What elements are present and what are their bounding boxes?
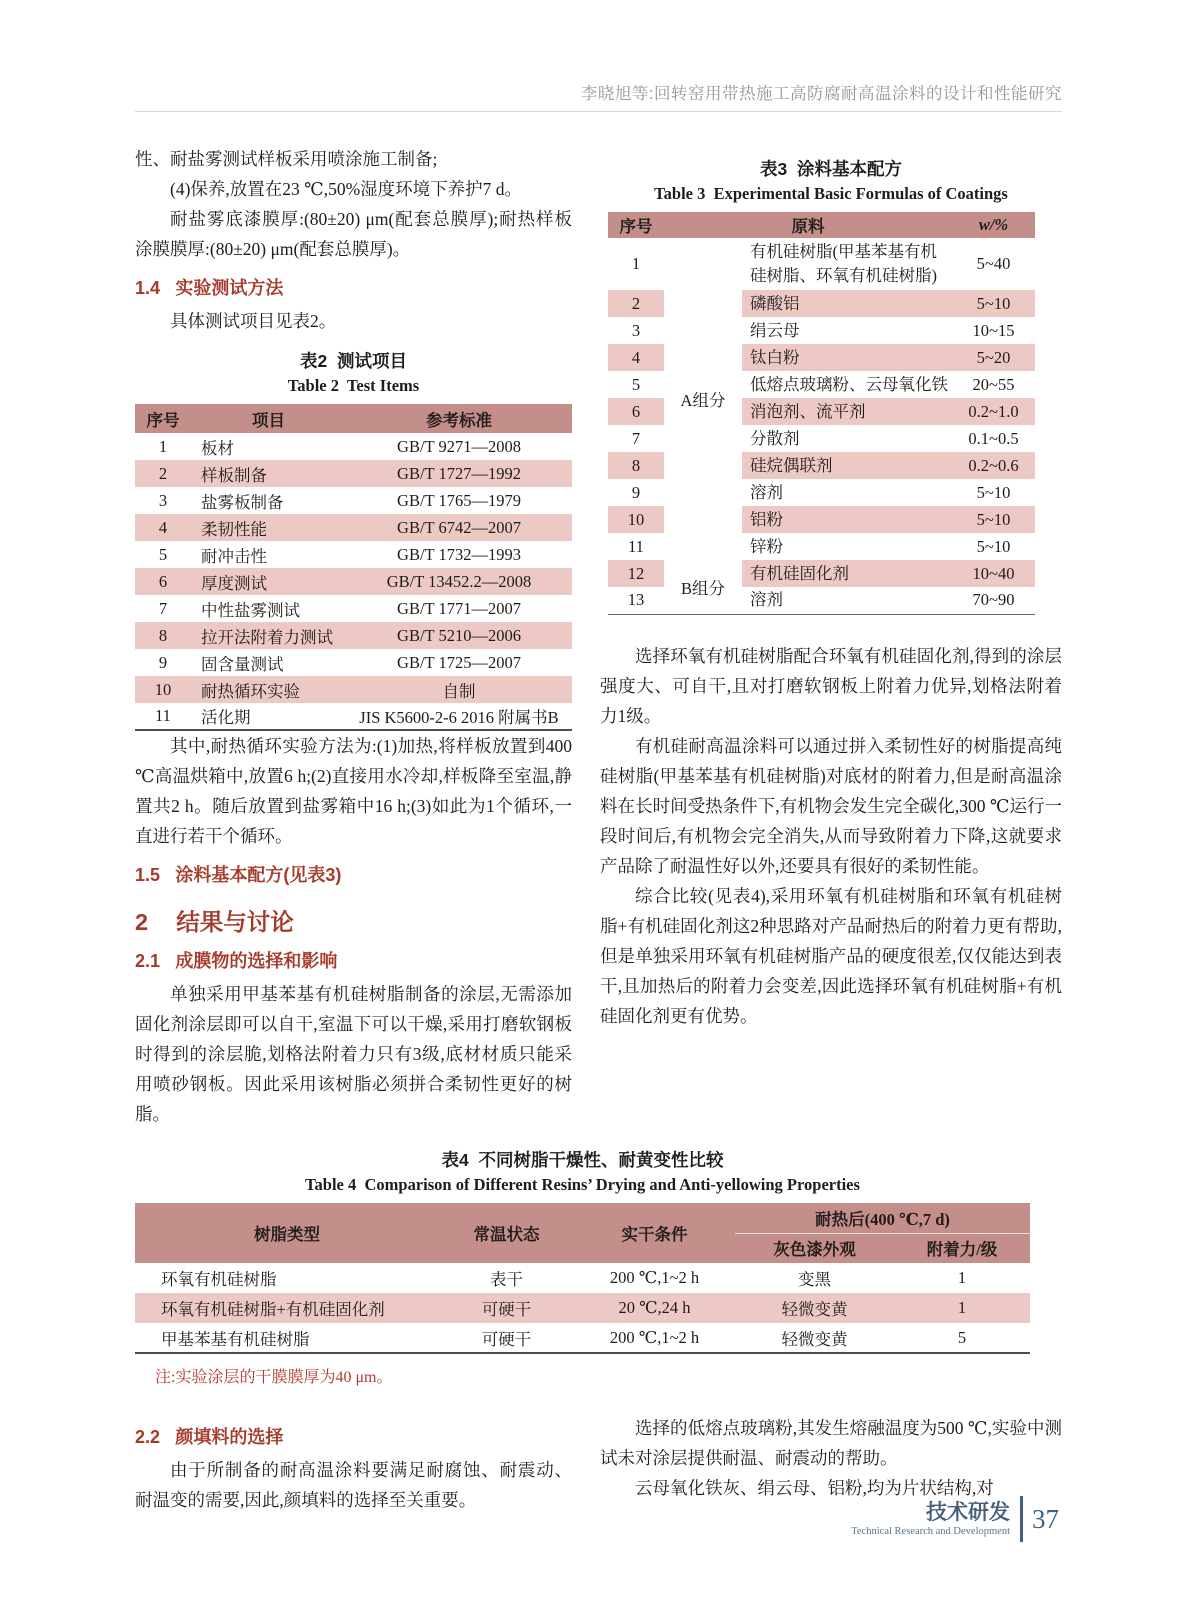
material-cell: 有机硅树脂(甲基苯基有机硅树脂、环氧有机硅树脂) <box>750 242 937 285</box>
table4-note: 注:实验涂层的干膜膜厚为40 μm。 <box>155 1369 393 1386</box>
weight-cell: 5~10 <box>976 536 1011 556</box>
seq-cell: 5 <box>158 544 168 564</box>
item-cell: 拉开法附着力测试 <box>191 622 346 649</box>
seq-cell: 3 <box>631 320 641 340</box>
seq-cell: 11 <box>155 706 171 725</box>
section-heading-2 <box>135 903 572 937</box>
resin-cell: 甲基苯基有机硅树脂 <box>161 1329 310 1349</box>
material-cell: 有机硅固化剂 <box>742 560 952 587</box>
material-cell: 低熔点玻璃粉、云母氧化铁 <box>750 374 948 394</box>
table-row <box>135 676 572 703</box>
component-b-cell: B组分 <box>664 560 742 614</box>
table3-title-en: Table 3 Experimental Basic Formulas of Coatings <box>654 184 1008 203</box>
after-heat-header: 耐热后(400 ℃,7 d) <box>735 1203 1030 1233</box>
standard-header: 参考标准 <box>346 404 572 433</box>
section-number: 1.4 <box>135 278 161 298</box>
weight-cell: 5~10 <box>976 482 1011 502</box>
section-number: 2.1 <box>135 951 161 971</box>
section-title: 颜填料的选择 <box>175 1427 284 1447</box>
material-cell: 绢云母 <box>750 320 800 340</box>
standard-cell: GB/T 1765—1979 <box>397 490 521 510</box>
table-row <box>135 568 572 595</box>
weight-header: w/% <box>952 212 1035 238</box>
material-header: 原料 <box>664 212 952 238</box>
paragraph: 选择的低熔点玻璃粉,其发生熔融温度为500 ℃,实验中测试未对涂层提供耐温、耐震动的帮助。 <box>600 1418 1062 1468</box>
resin-cell: 环氧有机硅树脂+有机硅固化剂 <box>135 1293 439 1323</box>
standard-cell: GB/T 9271—2008 <box>397 436 521 456</box>
footer-divider <box>1020 1496 1023 1542</box>
dry-condition-header: 实干条件 <box>574 1203 735 1263</box>
standard-cell: GB/T 1725—2007 <box>397 652 521 672</box>
dry-cell: 20 ℃,24 h <box>574 1293 735 1323</box>
table-row <box>135 433 572 460</box>
seq-cell: 9 <box>158 652 168 672</box>
paragraph: 综合比较(见表4),采用环氧有机硅树脂和环氧有机硅树脂+有机硅固化剂这2种思路对产品耐热后的附着力更有帮助,但是单独采用环氧有机硅树脂产品的硬度很差,仅仅能达到表干,且加热后的附着力会变差,因此选择环氧有机硅树脂+有机硅固化剂更有优势。 <box>600 885 1062 1026</box>
formula-table <box>608 212 1035 615</box>
standard-cell: GB/T 1771—2007 <box>397 598 521 618</box>
item-cell: 耐冲击性 <box>201 546 267 566</box>
section-number: 1.5 <box>135 865 161 885</box>
material-cell: 锌粉 <box>750 536 783 556</box>
table4-section <box>135 1147 1030 1387</box>
standard-cell: GB/T 1732—1993 <box>397 544 521 564</box>
resin-type-header: 树脂类型 <box>135 1203 439 1263</box>
material-cell: 硅烷偶联剂 <box>742 452 952 479</box>
section-heading-1-5 <box>135 861 572 887</box>
paragraph: 耐盐雾底漆膜厚:(80±20) μm(配套总膜厚);耐热样板涂膜膜厚:(80±20) μm(配套总膜厚)。 <box>135 209 572 259</box>
section-title: 成膜物的选择和影响 <box>175 951 338 971</box>
section-number: 2.2 <box>135 1427 161 1447</box>
adhesion-cell: 1 <box>957 1268 967 1287</box>
seq-cell: 4 <box>135 514 191 541</box>
paragraph: 选择环氧有机硅树脂配合环氧有机硅固化剂,得到的涂层强度大、可自干,且对打磨软钢板上附着力优异,划格法附着力1级。 <box>600 645 1062 726</box>
seq-cell: 9 <box>631 482 641 502</box>
seq-cell: 10 <box>608 506 664 533</box>
item-cell: 样板制备 <box>191 460 346 487</box>
section-title: 涂料基本配方(见表3) <box>175 865 342 885</box>
paragraph: 具体测试项目见表2。 <box>170 311 337 331</box>
material-cell: 溶剂 <box>750 482 783 502</box>
appearance-header: 灰色漆外观 <box>735 1233 894 1263</box>
table2-title-cn: 表2 测试项目 <box>300 351 407 371</box>
table4-title-cn: 表4 不同树脂干燥性、耐黄变性比较 <box>441 1150 724 1170</box>
material-cell: 磷酸铝 <box>742 290 952 317</box>
paragraph: 单独采用甲基苯基有机硅树脂制备的涂层,无需添加固化剂涂层即可以自干,室温下可以干燥,采用打磨软钢板时得到的涂层脆,划格法附着力只有3级,底材材质只能采用喷砂钢板。因此采用该树脂必须拼合柔韧性更好的树脂。 <box>135 984 572 1124</box>
item-cell: 固含量测试 <box>201 654 284 674</box>
paragraph: 有机硅耐高温涂料可以通过拼入柔韧性好的树脂提高纯硅树脂(甲基苯基有机硅树脂)对底材的附着力,但是耐高温涂料在长时间受热条件下,有机物会发生完全碳化,300 ℃运行一段时间后,有机物会完全消失,从而导致附着力下降,这就要求产品除了耐温性好以外,还要具有很好的柔韧性能。 <box>600 735 1062 876</box>
state-cell: 可硬干 <box>481 1329 532 1349</box>
page-footer <box>851 1496 1059 1542</box>
seq-cell: 3 <box>158 490 168 510</box>
item-cell: 盐雾板制备 <box>201 492 284 512</box>
table-row <box>135 541 572 568</box>
table-row <box>135 514 572 541</box>
seq-cell: 4 <box>608 344 664 371</box>
appearance-cell: 变黑 <box>798 1270 831 1289</box>
weight-cell: 5~20 <box>952 344 1035 371</box>
seq-cell: 7 <box>631 428 641 448</box>
table-row <box>135 1293 1030 1323</box>
material-cell: 分散剂 <box>750 428 800 448</box>
seq-cell: 1 <box>158 436 168 456</box>
test-items-table <box>135 404 572 731</box>
left-column-bottom <box>135 1413 572 1515</box>
material-cell: 钛白粉 <box>742 344 952 371</box>
footer-section-en: Technical Research and Development <box>851 1526 1010 1537</box>
item-cell: 厚度测试 <box>191 568 346 595</box>
ambient-state-header: 常温状态 <box>439 1203 574 1263</box>
resin-cell: 环氧有机硅树脂 <box>161 1270 277 1289</box>
section-heading-2-1 <box>135 947 572 973</box>
material-cell: 铝粉 <box>742 506 952 533</box>
dry-cell: 200 ℃,1~2 h <box>609 1327 700 1347</box>
section-heading-1-4 <box>135 274 572 300</box>
standard-cell: JIS K5600-2-6 2016 附属书B <box>359 708 559 727</box>
table4-title-en: Table 4 Comparison of Different Resins’ Drying and Anti-yellowing Properties <box>305 1175 860 1194</box>
appearance-cell: 轻微变黄 <box>735 1293 894 1323</box>
component-a-cell: A组分 <box>664 238 742 560</box>
item-cell: 活化期 <box>201 708 251 727</box>
section-title: 实验测试方法 <box>175 278 284 298</box>
paragraph: 由于所制备的耐高温涂料要满足耐腐蚀、耐震动、耐温变的需要,因此,颜填料的选择至关重要。 <box>135 1460 572 1510</box>
weight-cell: 0.1~0.5 <box>968 428 1019 448</box>
table-row <box>135 487 572 514</box>
item-header: 项目 <box>191 404 346 433</box>
paragraph: 云母氧化铁灰、绢云母、铝粉,均为片状结构,对 <box>635 1478 994 1498</box>
standard-cell: GB/T 13452.2—2008 <box>346 568 572 595</box>
seq-cell: 8 <box>135 622 191 649</box>
table-row <box>135 703 572 730</box>
standard-cell: GB/T 6742—2007 <box>346 514 572 541</box>
paragraph: (4)保养,放置在23 ℃,50%湿度环境下养护7 d。 <box>170 179 523 199</box>
seq-cell: 7 <box>158 598 168 618</box>
weight-cell: 5~10 <box>952 506 1035 533</box>
table-row <box>135 1323 1030 1353</box>
table-row <box>135 649 572 676</box>
material-cell: 消泡剂、流平剂 <box>742 398 952 425</box>
seq-cell: 11 <box>628 536 644 556</box>
adhesion-header: 附着力/级 <box>894 1233 1030 1263</box>
adhesion-cell: 5 <box>957 1327 967 1347</box>
section-heading-2-2 <box>135 1423 572 1449</box>
table-header-row <box>608 212 1035 238</box>
weight-cell: 0.2~1.0 <box>952 398 1035 425</box>
paragraph: 性、耐盐雾测试样板采用喷涂施工制备; <box>135 149 438 169</box>
weight-cell: 5~10 <box>952 290 1035 317</box>
item-cell: 耐热循环实验 <box>191 676 346 703</box>
appearance-cell: 轻微变黄 <box>781 1329 848 1349</box>
section-title: 结果与讨论 <box>176 909 294 935</box>
standard-cell: GB/T 1727—1992 <box>346 460 572 487</box>
table-header-row <box>135 404 572 433</box>
state-cell: 可硬干 <box>439 1293 574 1323</box>
table3-title-cn: 表3 涂料基本配方 <box>760 159 902 179</box>
weight-cell: 20~55 <box>972 374 1015 394</box>
main-columns <box>135 144 1062 1129</box>
seq-header: 序号 <box>135 404 191 433</box>
table-row <box>135 595 572 622</box>
seq-cell: 8 <box>608 452 664 479</box>
table-row <box>135 622 572 649</box>
seq-cell: 2 <box>135 460 191 487</box>
running-header: 李晓旭等:回转窑用带热施工高防腐耐高温涂料的设计和性能研究 <box>580 85 1062 103</box>
material-cell: 溶剂 <box>750 590 783 610</box>
footer-section-label <box>851 1501 1010 1537</box>
item-cell: 柔韧性能 <box>191 514 346 541</box>
seq-cell: 5 <box>631 374 641 394</box>
table-header-row <box>135 1203 1030 1233</box>
paragraph: 其中,耐热循环实验方法为:(1)加热,将样板放置到400 ℃高温烘箱中,放置6 h;(2)直接用水冷却,样板降至室温,静置共2 h。随后放置到盐雾箱中16 h;(3)如此为1个循环,一直进行若干个循环。 <box>135 736 572 846</box>
seq-cell: 6 <box>135 568 191 595</box>
weight-cell: 10~15 <box>972 320 1015 340</box>
standard-cell: 自制 <box>346 676 572 703</box>
seq-cell: 13 <box>627 590 645 610</box>
seq-cell: 12 <box>608 560 664 587</box>
seq-cell: 2 <box>608 290 664 317</box>
seq-cell: 10 <box>135 676 191 703</box>
resin-comparison-table <box>135 1203 1030 1354</box>
table-row <box>608 238 1035 290</box>
weight-cell: 70~90 <box>972 590 1015 610</box>
table-row <box>135 460 572 487</box>
page-number: 37 <box>1032 1503 1059 1534</box>
seq-header: 序号 <box>608 212 664 238</box>
weight-cell: 5~40 <box>976 254 1011 273</box>
standard-cell: GB/T 5210—2006 <box>346 622 572 649</box>
table-row <box>135 1263 1030 1293</box>
seq-cell: 1 <box>631 254 641 273</box>
dry-cell: 200 ℃,1~2 h <box>609 1268 700 1287</box>
right-column <box>600 144 1062 1129</box>
adhesion-cell: 1 <box>894 1293 1030 1323</box>
table2-title-en: Table 2 Test Items <box>287 376 420 395</box>
table-row <box>608 560 1035 587</box>
header-rule <box>135 111 1062 112</box>
weight-cell: 10~40 <box>952 560 1035 587</box>
item-cell: 中性盐雾测试 <box>201 600 300 620</box>
state-cell: 表干 <box>490 1270 523 1289</box>
weight-cell: 0.2~0.6 <box>952 452 1035 479</box>
footer-section-cn: 技术研发 <box>926 1501 1010 1524</box>
item-cell: 板材 <box>201 438 234 458</box>
section-number: 2 <box>135 909 149 935</box>
seq-cell: 6 <box>608 398 664 425</box>
left-column <box>135 144 572 1129</box>
